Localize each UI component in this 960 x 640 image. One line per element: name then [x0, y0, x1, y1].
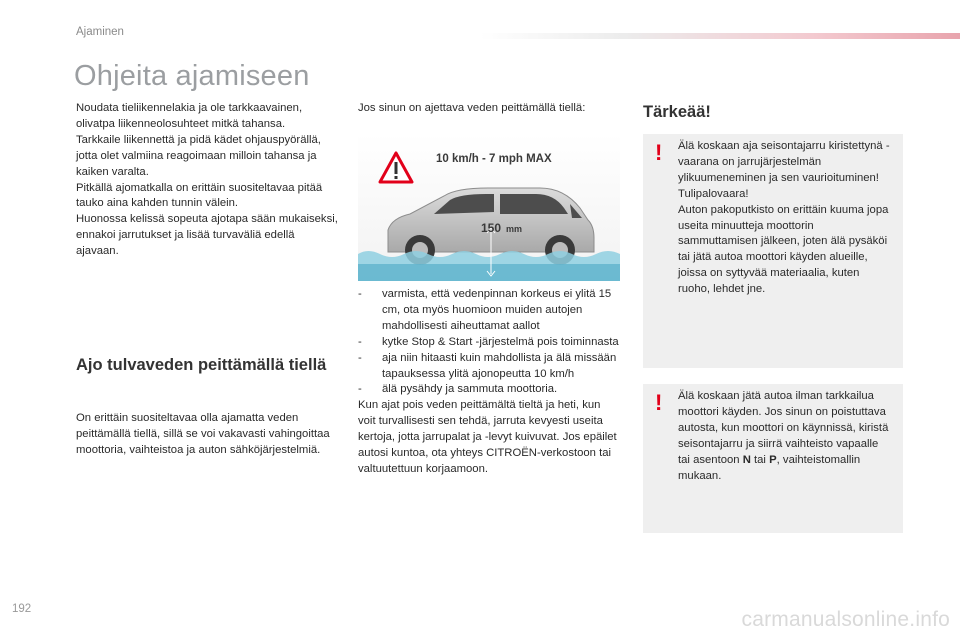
page-number: 192: [12, 603, 32, 615]
paragraph: Tarkkaile liikennettä ja pidä kädet ohjauspyörällä, jotta olet valmiina reagoimaan milloin tahansa ja kaiken varalta.: [76, 133, 321, 178]
flood-instructions-intro: Jos sinun on ajettava veden peittämällä tiellä:: [358, 102, 586, 114]
warning-text-part: Älä koskaan jätä autoa ilman tarkkailua moottori käyden. Jos sinun on poistuttava autosta, kun moottori on käynnissä, kiristä seisontajarru ja siirrä vaihteisto vapaalle tai asentoon: [678, 390, 889, 466]
list-item-text: älä pysähdy ja sammuta moottoria.: [382, 383, 558, 396]
flooded-road-illustration: [358, 134, 620, 281]
list-item-text: varmista, että vedenpinnan korkeus ei ylitä 15 cm, ota myös huomioon muiden autojen mahdollisesti aiheuttamat aallot: [382, 288, 612, 332]
list-item-text: aja niin hitaasti kuin mahdollista ja älä missään tapauksessa ylitä ajonopeutta 10 km/h: [382, 351, 617, 380]
paragraph: Noudata tieliikennelakia ja ole tarkkaavainen, olivatpa liikenneolosuhteet mitkä tahansa.: [76, 102, 303, 130]
list-dash: -: [358, 351, 362, 364]
paragraph: Huonossa kelissä sopeuta ajotapa sään mukaiseksi, ennakoi jarrutukset ja lisää turvaväliä edellä ajavaan.: [76, 213, 338, 258]
flood-driving-heading: Ajo tulvaveden peittämällä tiellä: [76, 356, 327, 374]
warning-text: [678, 389, 892, 484]
paragraph: Pitkällä ajomatkalla on erittäin suositeltavaa pitää tauko aina kahden tunnin välein.: [76, 181, 323, 210]
exclamation-icon: !: [655, 140, 663, 165]
header-accent-line: [480, 33, 960, 39]
page-title: Ohjeita ajamiseen: [74, 60, 310, 92]
list-dash: -: [358, 288, 362, 300]
section-label: Ajaminen: [76, 26, 124, 38]
gear-position-n: N: [742, 453, 751, 466]
exclamation-icon: !: [655, 390, 663, 415]
driving-advice-text: [76, 101, 338, 260]
paragraph: Älä koskaan aja seisontajarru kiristettynä - vaarana on jarrujärjestelmän ylikuumeneminen ja sen vaurioituminen!: [678, 140, 890, 184]
paragraph: Auton pakoputkisto on erittäin kuuma jopa useita minuutteja moottorin sammuttamisen jälkeen, joten älä pysäköi tai jätä autoa moottori käyden alueille, joissa on syttyvää materiaalia, kuten ruoho, lehdet jne.: [678, 203, 889, 296]
after-flood-text: Kun ajat pois veden peittämältä tieltä ja heti, kun voit turvallisesti sen tehdä, jarruta kevyesti useita kertoja, jotta jarrupalat ja -levyt kuivuvat. Jos epäilet autosi kuntoa, ota yhteys CITROËN-verkostoon tai valtuutettuun korjaamoon.: [358, 399, 617, 475]
list-item: [358, 351, 620, 383]
warning-text: [678, 139, 892, 298]
depth-value: 150: [481, 221, 502, 235]
warning-box: [643, 134, 903, 368]
list-dash: -: [358, 335, 362, 348]
list-item-text: kytke Stop & Start -järjestelmä pois toiminnasta: [382, 335, 619, 348]
flood-driving-text: On erittäin suositeltavaa olla ajamatta veden peittämällä tiellä, sillä se voi vakavasti vahingoittaa moottoria, vaihteistoa ja auton sähköjärjestelmiä.: [76, 412, 330, 456]
important-heading: Tärkeää!: [643, 103, 711, 121]
warning-text-part: , vaihteistomallin mukaan.: [678, 453, 861, 482]
list-item: [358, 382, 620, 398]
speed-limit-label: 10 km/h - 7 mph MAX: [436, 153, 552, 165]
warning-text-part: tai: [750, 453, 770, 466]
depth-unit: mm: [506, 224, 523, 234]
warning-box: [643, 384, 903, 533]
paragraph: Tulipalovaara!: [678, 187, 749, 200]
gear-position-p: P: [769, 453, 777, 466]
watermark: carmanualsonline.info: [741, 608, 950, 631]
list-dash: -: [358, 383, 362, 396]
list-item: [358, 287, 620, 335]
flood-instructions: [358, 287, 620, 478]
list-item: [358, 335, 620, 351]
